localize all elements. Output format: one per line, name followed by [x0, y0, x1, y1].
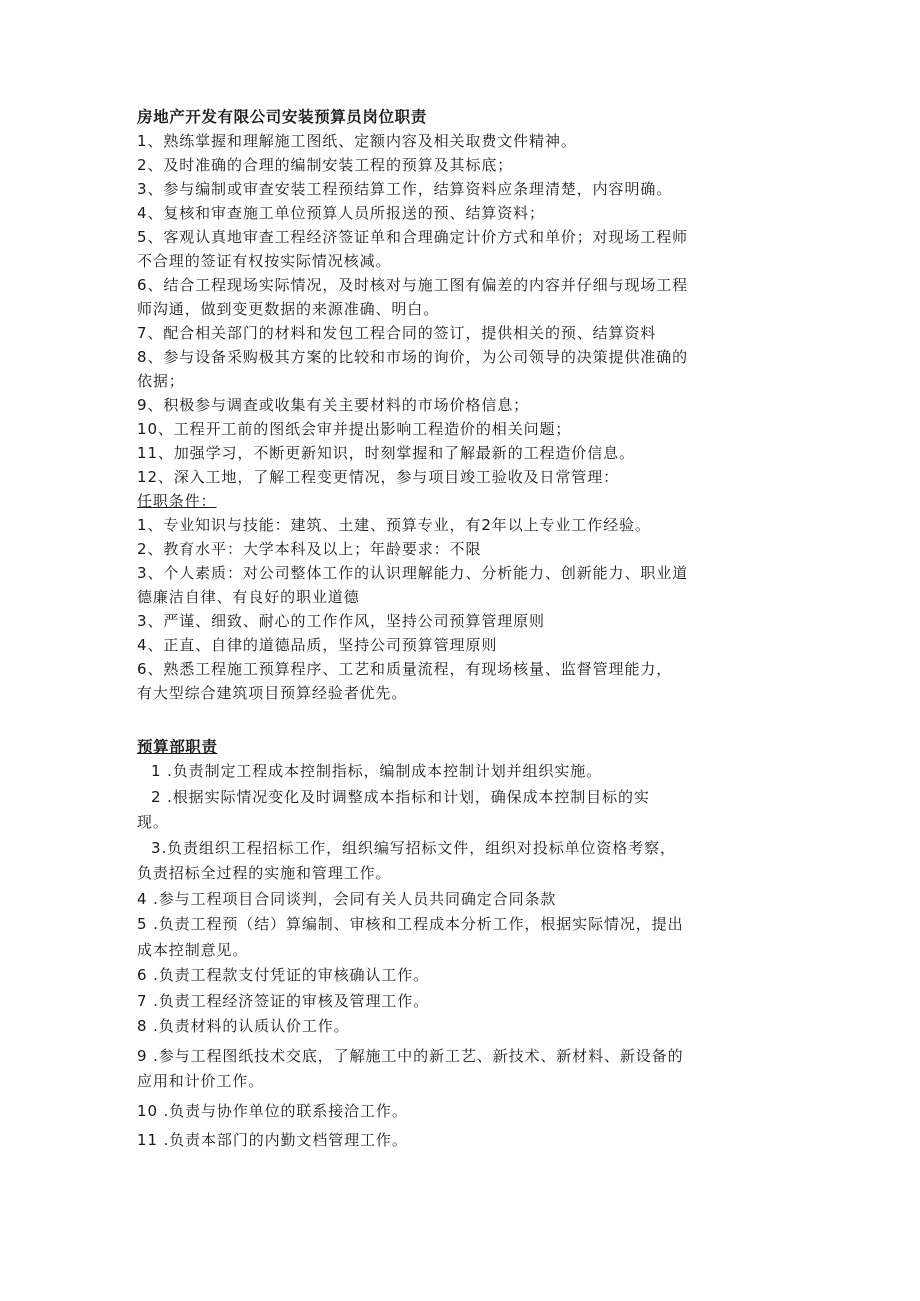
qualification-line: 1、专业知识与技能：建筑、土建、预算专业，有2年以上专业工作经验。: [137, 516, 651, 534]
duty-item: [137, 129, 782, 153]
qualification-item: [137, 633, 782, 657]
duty-line-cont: 师沟通，做到变更数据的来源准确、明白。: [137, 300, 440, 318]
dept-item-line: 3.负责组织工程招标工作，组织编写招标文件，组织对投标单位资格考察，: [151, 838, 676, 857]
duty-item: [137, 321, 782, 345]
qualification-item: [137, 537, 782, 561]
qualification-line: 6、熟悉工程施工预算程序、工艺和质量流程，有现场核量、监督管理能力，: [137, 660, 673, 678]
duty-item: [137, 225, 782, 273]
dept-item-line: 7 .负责工程经济签证的审核及管理工作。: [137, 991, 430, 1010]
dept-item-line-cont: 现。: [137, 813, 169, 831]
duty-line: 2、及时准确的合理的编制安装工程的预算及其标底；: [137, 156, 514, 174]
dept-item-line: 9 .参与工程图纸技术交底，了解施工中的新工艺、新技术、新材料、新设备的: [137, 1046, 684, 1065]
dept-item: [137, 887, 782, 913]
duty-line: 4、复核和审查施工单位预算人员所报送的预、结算资料；: [137, 204, 545, 222]
qualification-item: [137, 513, 782, 537]
document-content: [137, 105, 782, 1154]
duty-item: [137, 153, 782, 177]
qualifications-heading: 任职条件：: [137, 492, 217, 510]
qualification-line: 3、个人素质：对公司整体工作的认识理解能力、分析能力、创新能力、职业道: [137, 564, 689, 582]
duty-line: 10、工程开工前的图纸会审并提出影响工程造价的相关问题；: [137, 420, 572, 438]
duty-line: 8、参与设备采购极其方案的比较和市场的询价，为公司领导的决策提供准确的: [137, 348, 689, 366]
document-title: 房地产开发有限公司安装预算员岗位职责: [137, 108, 427, 126]
dept-item-line: 4 .参与工程项目合同谈判，会同有关人员共同确定合同条款: [137, 889, 557, 908]
qualification-line: 2、教育水平：大学本科及以上；年龄要求：不限: [137, 540, 482, 558]
duty-line-cont: 不合理的签证有权按实际情况核减。: [137, 252, 392, 270]
dept-item: [137, 1044, 782, 1095]
duty-item: [137, 465, 782, 489]
duty-item: [137, 417, 782, 441]
duty-line: 11、加强学习，不断更新知识，时刻掌握和了解最新的工程造价信息。: [137, 444, 635, 462]
dept-item: [137, 912, 782, 963]
duty-item: [137, 177, 782, 201]
duty-line: 1、熟练掌握和理解施工图纸、定额内容及相关取费文件精神。: [137, 132, 577, 150]
dept-item-line: 10 .负责与协作单位的联系接洽工作。: [137, 1101, 408, 1120]
dept-item: [137, 836, 782, 887]
duty-line: 9、积极参与调查或收集有关主要材料的市场价格信息；: [137, 396, 530, 414]
qualification-item: [137, 561, 782, 609]
qualification-line-cont: 有大型综合建筑项目预算经验者优先。: [137, 684, 408, 702]
dept-item: [137, 785, 782, 836]
duty-line: 12、深入工地，了解工程变更情况，参与项目竣工验收及日常管理：: [137, 468, 619, 486]
dept-item-line: 11 .负责本部门的内勤文档管理工作。: [137, 1131, 408, 1149]
duty-item: [137, 441, 782, 465]
dept-item-line: 6 .负责工程款支付凭证的审核确认工作。: [137, 966, 430, 984]
dept-item: [137, 1099, 782, 1125]
dept-item-line: 1 .负责制定工程成本控制指标，编制成本控制计划并组织实施。: [151, 762, 603, 780]
dept-item-line: 2 .根据实际情况变化及时调整成本指标和计划，确保成本控制目标的实: [151, 787, 650, 806]
qualification-line: 3、严谨、细致、耐心的工作作风，坚持公司预算管理原则: [137, 612, 545, 630]
qualifications-list: [137, 513, 782, 705]
duty-item: [137, 273, 782, 321]
duty-line-cont: 依据；: [137, 372, 185, 390]
dept-item: [137, 1014, 782, 1040]
dept-item-line-cont: 负责招标全过程的实施和管理工作。: [137, 864, 392, 882]
dept-section: [137, 735, 782, 1154]
duty-item: [137, 201, 782, 225]
dept-item-line: 5 .负责工程预（结）算编制、审核和工程成本分析工作，根据实际情况，提出: [137, 915, 684, 933]
dept-item-line-cont: 应用和计价工作。: [137, 1072, 265, 1090]
dept-item-line: 8 .负责材料的认质认价工作。: [137, 1017, 350, 1035]
qualification-line-cont: 德廉洁自律、有良好的职业道德: [137, 588, 360, 606]
dept-heading: 预算部职责: [137, 738, 218, 756]
duty-line: 5、客观认真地审查工程经济签证单和合理确定计价方式和单价；对现场工程师: [137, 228, 689, 246]
dept-item: [137, 989, 782, 1015]
dept-item: [137, 759, 782, 785]
dept-item: [137, 963, 782, 989]
duty-item: [137, 393, 782, 417]
duty-item: [137, 345, 782, 393]
duty-line: 6、结合工程现场实际情况，及时核对与施工图有偏差的内容并仔细与现场工程: [137, 276, 689, 294]
dept-item-line-cont: 成本控制意见。: [137, 940, 249, 959]
qualification-item: [137, 609, 782, 633]
dept-item: [137, 1128, 782, 1154]
qualification-item: [137, 657, 782, 705]
duties-list: [137, 129, 782, 489]
qualification-line: 4、正直、自律的道德品质，坚持公司预算管理原则: [137, 636, 498, 654]
duty-line: 7、配合相关部门的材料和发包工程合同的签订，提供相关的预、结算资料: [137, 324, 657, 342]
duty-line: 3、参与编制或审查安装工程预结算工作，结算资料应条理清楚，内容明确。: [137, 180, 673, 198]
